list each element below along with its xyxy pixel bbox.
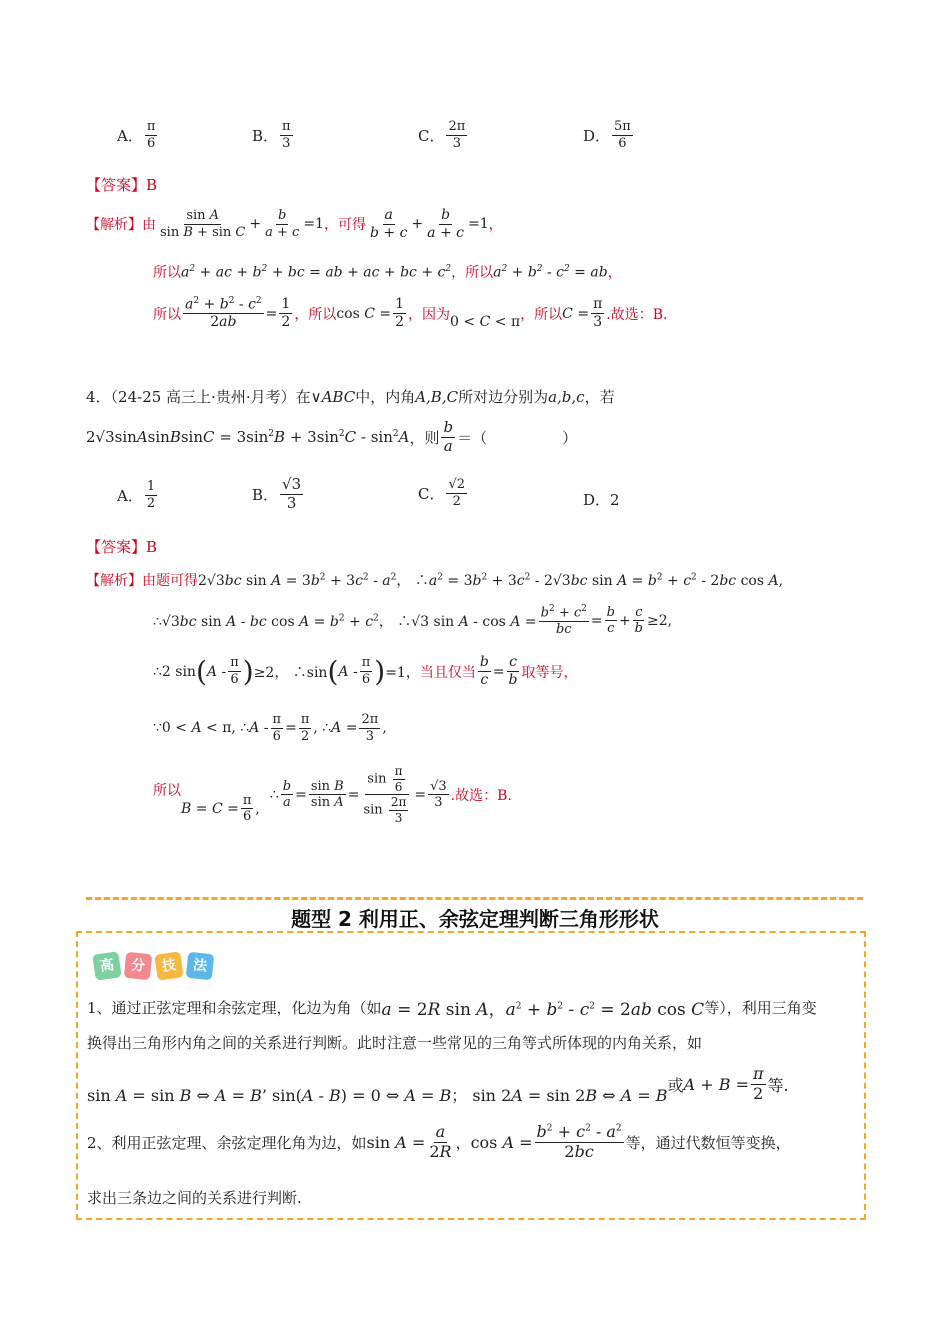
- badge-fa: 法: [186, 952, 215, 981]
- section-title: 题型 2 利用正、余弦定理判断三角形形状: [291, 907, 659, 931]
- q4-option-c: C． $\frac{√2}{2}$: [418, 477, 466, 509]
- section-divider: [86, 897, 863, 900]
- tips-badges: [94, 953, 218, 979]
- q3-option-b: B． $\frac{\pi}{3}$: [252, 119, 291, 151]
- q4-equation: 2√3sinAsinBsinC = $3\sin^2B + 3\sin^2C - \sin^2A$ ，则 $\frac{b}{a}$ ＝（ ）: [86, 418, 578, 455]
- q3-analysis-line-2: 所以 $a^2$ + ac + $b^2$ + bc = ab + ac + bc + $c^2$ ，所以 $a^2 + b^2 - c^2$ = ab ，: [153, 263, 622, 281]
- q4-analysis-line-1: 【解析】 由题可得 2√3bc $\sin A = 3b^2 + 3c^2 - a^2$， $\therefore a^2 = 3b^2 + 3c^2 - 2√3bc$ $\sin A = b^2 + c^2 - 2bc$ cos A,: [86, 572, 784, 589]
- q4-option-d: D．2: [583, 491, 620, 509]
- q4-option-a: A． $\frac{1}{2}$: [117, 479, 156, 511]
- tips-p2-line1: 2、利用正弦定理、余弦定理化角为边，如 sin A = $\frac{a}{2R}$ ， cos A = $\frac{b^2 + c^2 - a^2}{2bc}$ 等，通过代数恒等变换，: [87, 1122, 791, 1161]
- q4-stem: 4．（24-25 高三上·贵州·月考）在 ∨ABC 中，内角 A,B,C 所对边分别为 a,b,c ，若: [86, 387, 615, 406]
- q4-analysis-line-4: ∵0 < A < π, ∴A - $\frac{\pi}{6}$ = $\frac{\pi}{2}$ , ∴A = $\frac{2\pi}{3}$ ,: [153, 712, 387, 744]
- q4-analysis-line-5: 所以 B = C = $\frac{\pi}{6}$ , ∴ $\frac{b}{a}$ = $\frac{\text{sin B}}{\text{sin A}}$ = sin $\frac{\pi}{6}$ sin $\frac{2\pi}{3}$ = $\frac{√3}{3}$ .故选：B.: [153, 764, 512, 825]
- q3-option-d: D． $\frac{5\pi}{6}$: [583, 119, 631, 151]
- q4-analysis-line-2: ∴√3bc sin A - bc $\cos A = b^2 + c^2$， ∴√3 sin A - cos A = $\frac{b^2 + c^2}{bc}$ = $\frac{b}{c}$ + $\frac{c}{b}$ ≥2,: [153, 604, 673, 637]
- tips-p1-line3: sin A = sin B ⇔ A = B’ sin(A - B) = 0 ⇔ A = B； sin 2A = sin 2B ⇔ A = B 或 A + B = $\frac{\pi}{2}$ 等.: [87, 1064, 789, 1105]
- q4-analysis-line-3: ∴2 sin ( A - $\frac{\pi}{6}$ ) ≥2， ∴sin ( A - $\frac{\pi}{6}$ ) =1， 当且仅当 $\frac{b}{c}$ = $\frac{c}{b}$ 取等号，: [153, 654, 578, 688]
- badge-fen: 分: [124, 952, 153, 981]
- q3-option-c: C． $\frac{2\pi}{3}$: [418, 119, 466, 151]
- tips-p1-line1: 1、通过正弦定理和余弦定理，化边为角（如 a = 2R sin A，$a^2 + b^2 - c^2 = 2ab$ cos C 等），利用三角变: [87, 999, 817, 1020]
- q3-analysis-line-3: 所以 $\frac{a^2 + b^2 - c^2}{2ab}$ = $\frac{1}{2}$ ，所以 cos C = $\frac{1}{2}$ ，因为 0 < C < π ，所以 C = $\frac{\pi}{3}$ .故选：B.: [153, 296, 668, 331]
- q3-answer: 【答案】B: [86, 176, 158, 194]
- tips-p2-line2: 求出三条边之间的关系进行判断.: [87, 1189, 302, 1207]
- q3-option-a: A． $\frac{\pi}{6}$: [117, 119, 156, 151]
- q4-option-b: B． $\frac{√3}{3}$: [252, 475, 302, 512]
- badge-gao: 高: [92, 951, 121, 980]
- q4-answer: 【答案】B: [86, 538, 158, 556]
- tips-p1-line2: 换得出三角形内角之间的关系进行判断。此时注意一些常见的三角等式所体现的内角关系，如: [87, 1034, 703, 1052]
- badge-ji: 技: [154, 951, 183, 980]
- q3-analysis-line-1: 【解析】 由 $\frac{\text{sin A}}{\text{sin B + sin C}}$ + $\frac{b}{a + c}$ =1 ，可得 $\frac{a}{b + c}$ + $\frac{b}{a + c}$ =1 ，: [86, 207, 503, 241]
